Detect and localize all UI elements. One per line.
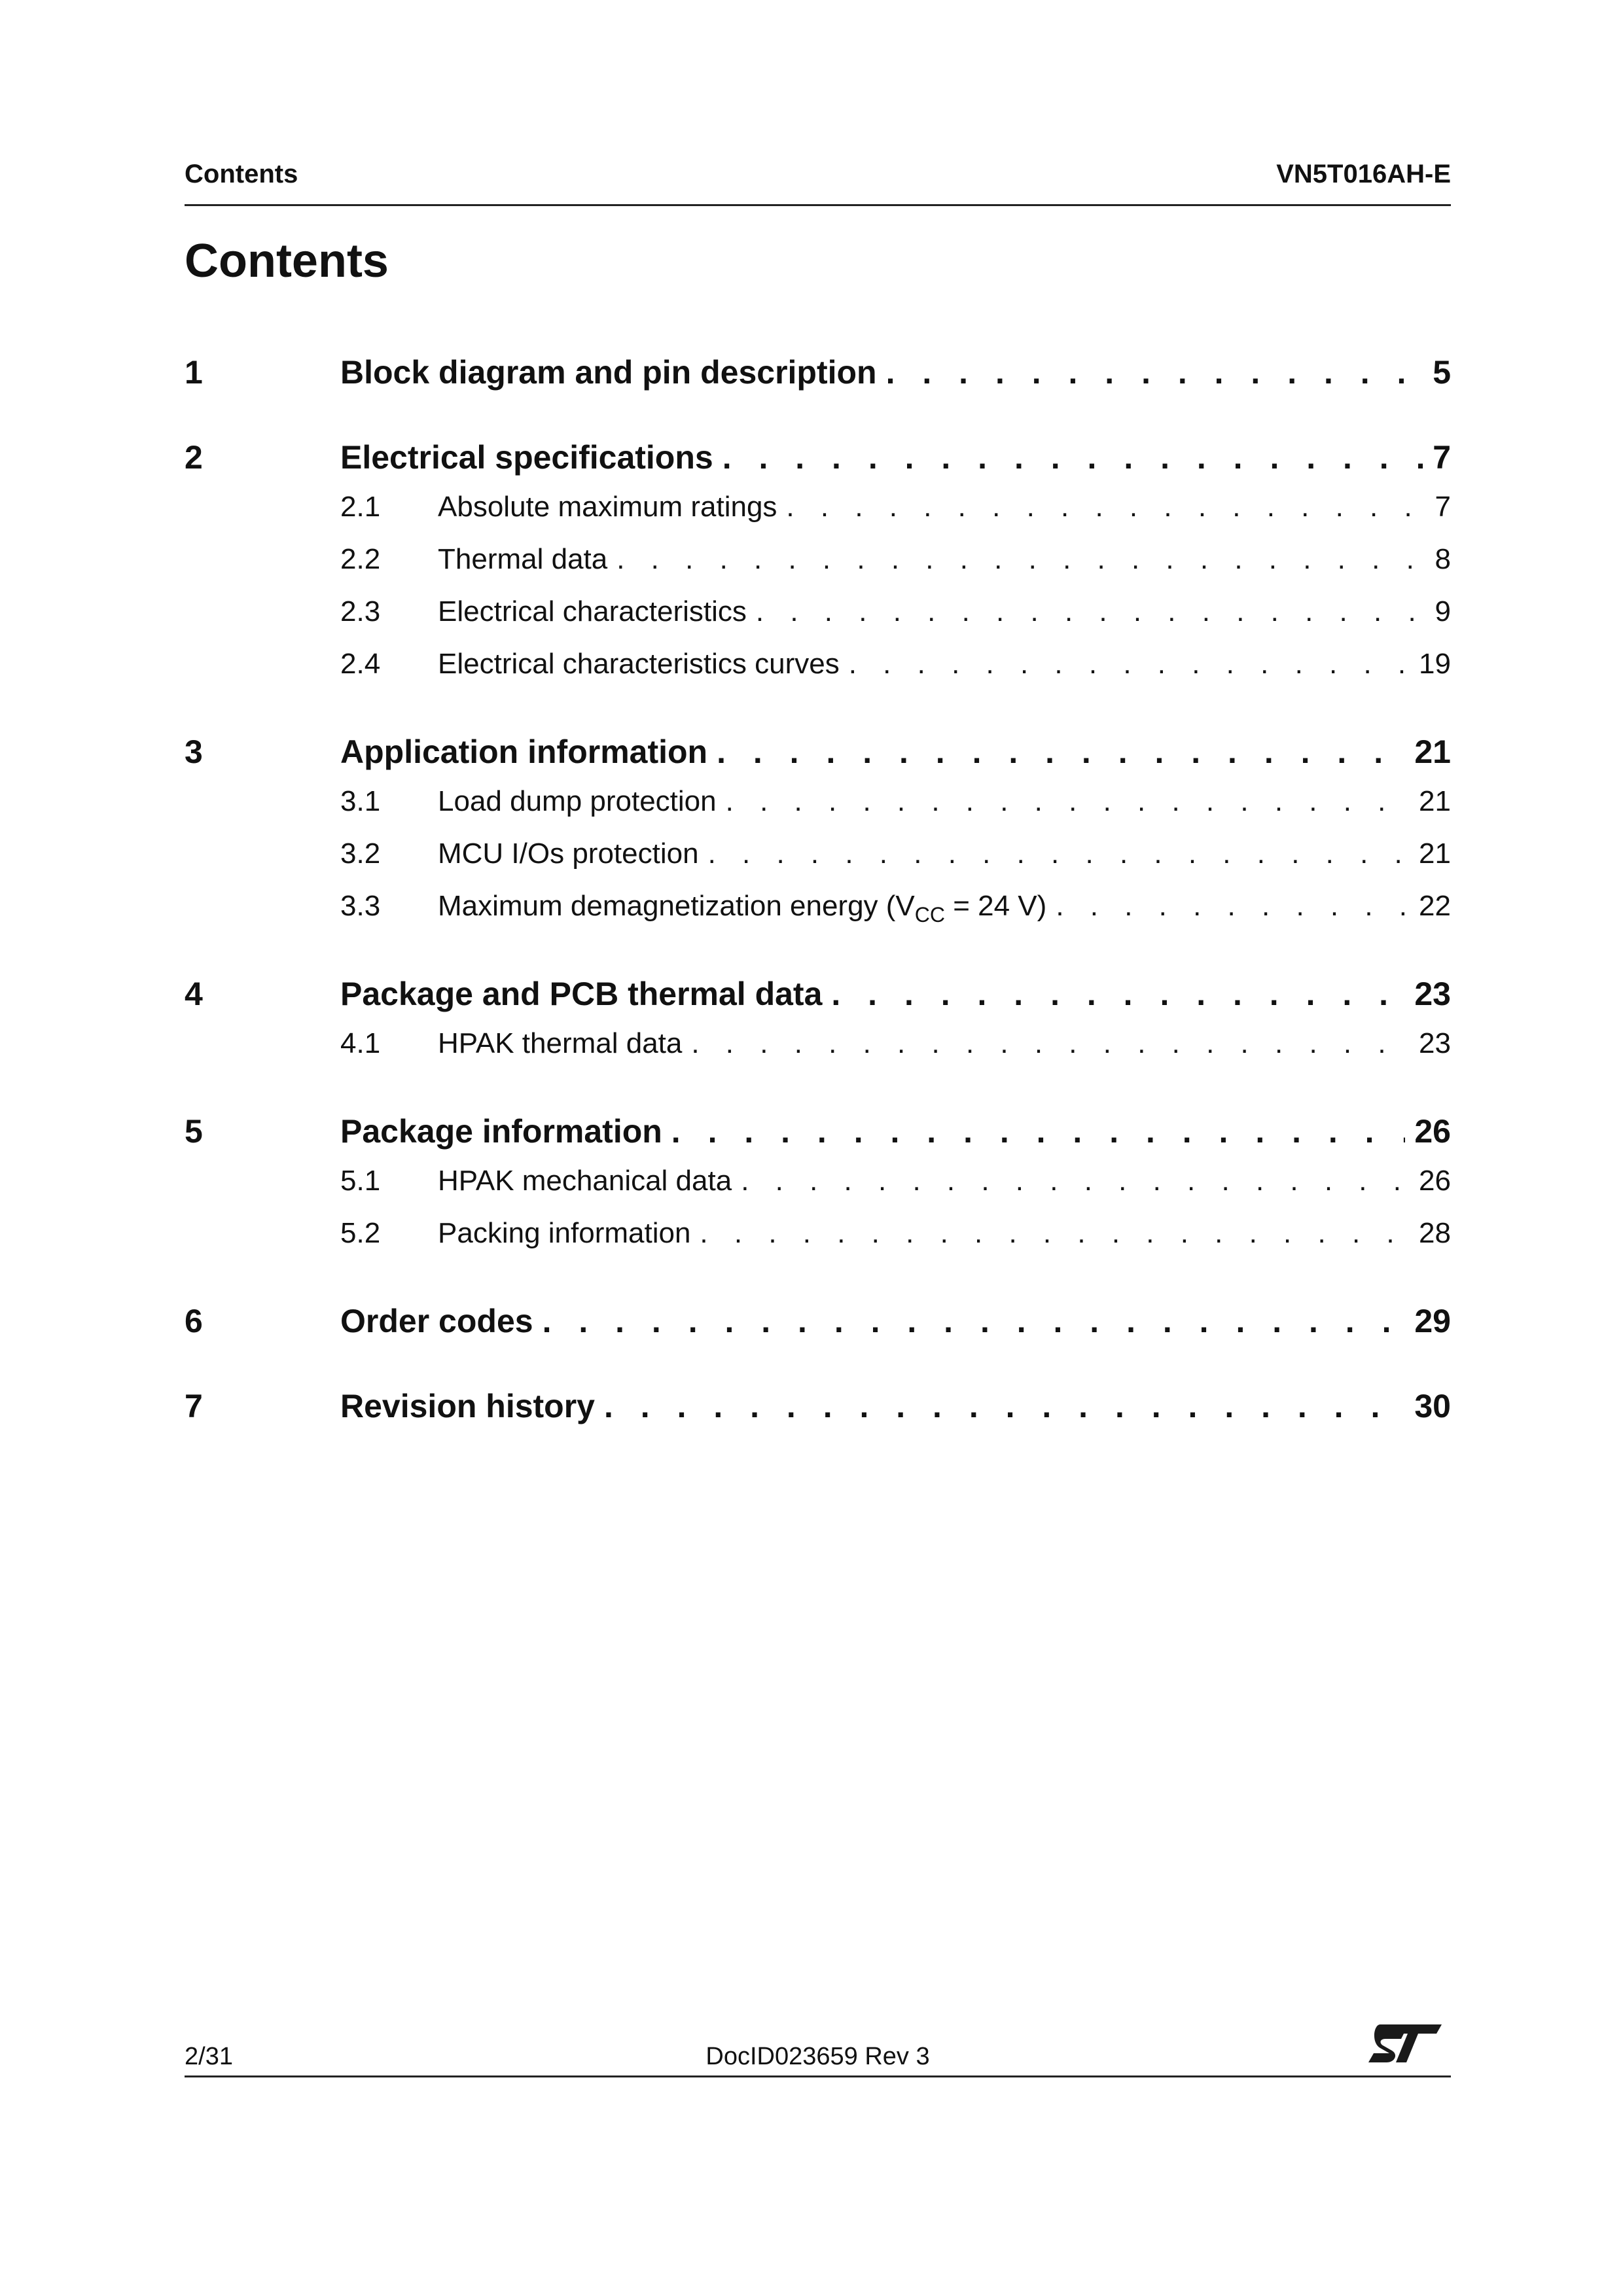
toc-subsection-title[interactable]: HPAK mechanical data [438, 1165, 732, 1197]
toc-leader-dots [756, 595, 1426, 628]
toc-subsection-number: 3.2 [340, 838, 381, 870]
toc-section-title[interactable]: Block diagram and pin description [340, 354, 877, 391]
toc-section-title[interactable]: Package information [340, 1113, 662, 1150]
toc-page-number: 23 [1414, 976, 1451, 1012]
toc-leader-dots [700, 1217, 1410, 1250]
toc-page-number: 7 [1435, 491, 1451, 523]
toc-section-number: 4 [185, 976, 203, 1012]
toc-subsection-title[interactable]: Packing information [438, 1217, 691, 1249]
toc-entry-subsection-4-1[interactable] [185, 1027, 1451, 1080]
toc-page-number: 28 [1419, 1217, 1451, 1249]
running-header [185, 157, 1451, 206]
toc-page-number: 21 [1414, 733, 1451, 770]
toc-leader-dots [717, 733, 1405, 771]
toc-section [185, 1112, 1451, 1269]
toc-leader-dots [831, 975, 1405, 1013]
toc-entry-section-7[interactable] [185, 1387, 1451, 1439]
toc-leader-dots [726, 785, 1410, 818]
toc-section [185, 733, 1451, 942]
toc-section-title[interactable]: Application information [340, 733, 708, 770]
toc-entry-subsection-5-1[interactable] [185, 1165, 1451, 1217]
toc-entry-subsection-3-2[interactable] [185, 838, 1451, 890]
toc-subsection-title[interactable]: Electrical characteristics curves [438, 648, 840, 680]
toc-page-number: 26 [1419, 1165, 1451, 1197]
toc-page-number: 30 [1414, 1388, 1451, 1424]
toc-subsection-number: 2.1 [340, 491, 381, 523]
toc-leader-dots [708, 838, 1410, 870]
toc-subsection-title[interactable]: Absolute maximum ratings [438, 491, 777, 523]
toc-subsection-number: 2.4 [340, 648, 381, 680]
toc-leader-dots [786, 491, 1425, 523]
toc-section [185, 1387, 1451, 1439]
toc-leader-dots [741, 1165, 1410, 1197]
toc-leader-dots [1056, 890, 1410, 923]
toc-subsection-number: 3.1 [340, 785, 381, 817]
toc-section-number: 6 [185, 1303, 203, 1339]
toc-entry-section-6[interactable] [185, 1302, 1451, 1354]
toc-page-number: 26 [1414, 1113, 1451, 1150]
toc-subsection-number: 3.3 [340, 890, 381, 922]
toc-entry-subsection-3-3[interactable] [185, 890, 1451, 942]
toc-page-number: 8 [1435, 543, 1451, 575]
toc-entry-section-2[interactable] [185, 438, 1451, 491]
toc-subsection-number: 5.2 [340, 1217, 381, 1249]
toc-subsection-title[interactable]: Load dump protection [438, 785, 717, 817]
footer-page-number: 2/31 [185, 2043, 233, 2070]
toc-subsection-number: 2.2 [340, 543, 381, 575]
toc-entry-subsection-2-1[interactable] [185, 491, 1451, 543]
toc-entry-subsection-5-2[interactable] [185, 1217, 1451, 1269]
toc-page-number: 22 [1419, 890, 1451, 922]
toc-subsection-number: 5.1 [340, 1165, 381, 1197]
page-title: Contents [185, 235, 389, 287]
toc-section [185, 1302, 1451, 1354]
toc-leader-dots [671, 1112, 1406, 1150]
toc-entry-section-3[interactable] [185, 733, 1451, 785]
toc-leader-dots [722, 438, 1423, 476]
toc-section [185, 353, 1451, 406]
toc-page-number: 29 [1414, 1303, 1451, 1339]
table-of-contents [185, 353, 1451, 1472]
toc-leader-dots [543, 1302, 1406, 1340]
toc-leader-dots [604, 1387, 1405, 1425]
footer-doc-id: DocID023659 Rev 3 [705, 2043, 930, 2070]
toc-section-title[interactable]: Electrical specifications [340, 439, 713, 476]
toc-entry-subsection-3-1[interactable] [185, 785, 1451, 838]
toc-leader-dots [849, 648, 1410, 680]
toc-section-number: 3 [185, 733, 203, 770]
toc-page-number: 23 [1419, 1027, 1451, 1059]
toc-page-number: 5 [1433, 354, 1451, 391]
toc-section-title[interactable]: Revision history [340, 1388, 595, 1424]
page-footer [185, 2040, 1451, 2077]
toc-entry-subsection-2-2[interactable] [185, 543, 1451, 595]
toc-page-number: 7 [1433, 439, 1451, 476]
toc-subsection-title[interactable]: Electrical characteristics [438, 595, 747, 627]
toc-entry-section-1[interactable] [185, 353, 1451, 406]
toc-subsection-number: 4.1 [340, 1027, 381, 1059]
toc-section-title[interactable]: Order codes [340, 1303, 533, 1339]
toc-subsection-number: 2.3 [340, 595, 381, 627]
toc-section-number: 1 [185, 354, 203, 391]
header-part-number: VN5T016AH-E [1276, 160, 1451, 188]
toc-section [185, 438, 1451, 700]
toc-entry-section-5[interactable] [185, 1112, 1451, 1165]
toc-entry-subsection-2-3[interactable] [185, 595, 1451, 648]
toc-page-number: 9 [1435, 595, 1451, 627]
toc-page-number: 19 [1419, 648, 1451, 680]
toc-leader-dots [886, 353, 1424, 391]
toc-section-number: 7 [185, 1388, 203, 1424]
toc-section-number: 5 [185, 1113, 203, 1150]
toc-entry-subsection-2-4[interactable] [185, 648, 1451, 700]
header-section-label: Contents [185, 160, 298, 188]
toc-subsection-title[interactable]: HPAK thermal data [438, 1027, 683, 1059]
toc-page-number: 21 [1419, 838, 1451, 870]
toc-entry-section-4[interactable] [185, 975, 1451, 1027]
toc-leader-dots [616, 543, 1425, 576]
st-logo-icon [1366, 2021, 1444, 2066]
toc-subsection-title[interactable]: Thermal data [438, 543, 608, 575]
toc-section-number: 2 [185, 439, 203, 476]
toc-subsection-title[interactable]: Maximum demagnetization energy ($V_{CC} = 24$ V) [438, 890, 1047, 927]
toc-subsection-title[interactable]: MCU I/Os protection [438, 838, 699, 870]
toc-section-title[interactable]: Package and PCB thermal data [340, 976, 823, 1012]
toc-page-number: 21 [1419, 785, 1451, 817]
toc-leader-dots [691, 1027, 1410, 1060]
toc-section [185, 975, 1451, 1080]
